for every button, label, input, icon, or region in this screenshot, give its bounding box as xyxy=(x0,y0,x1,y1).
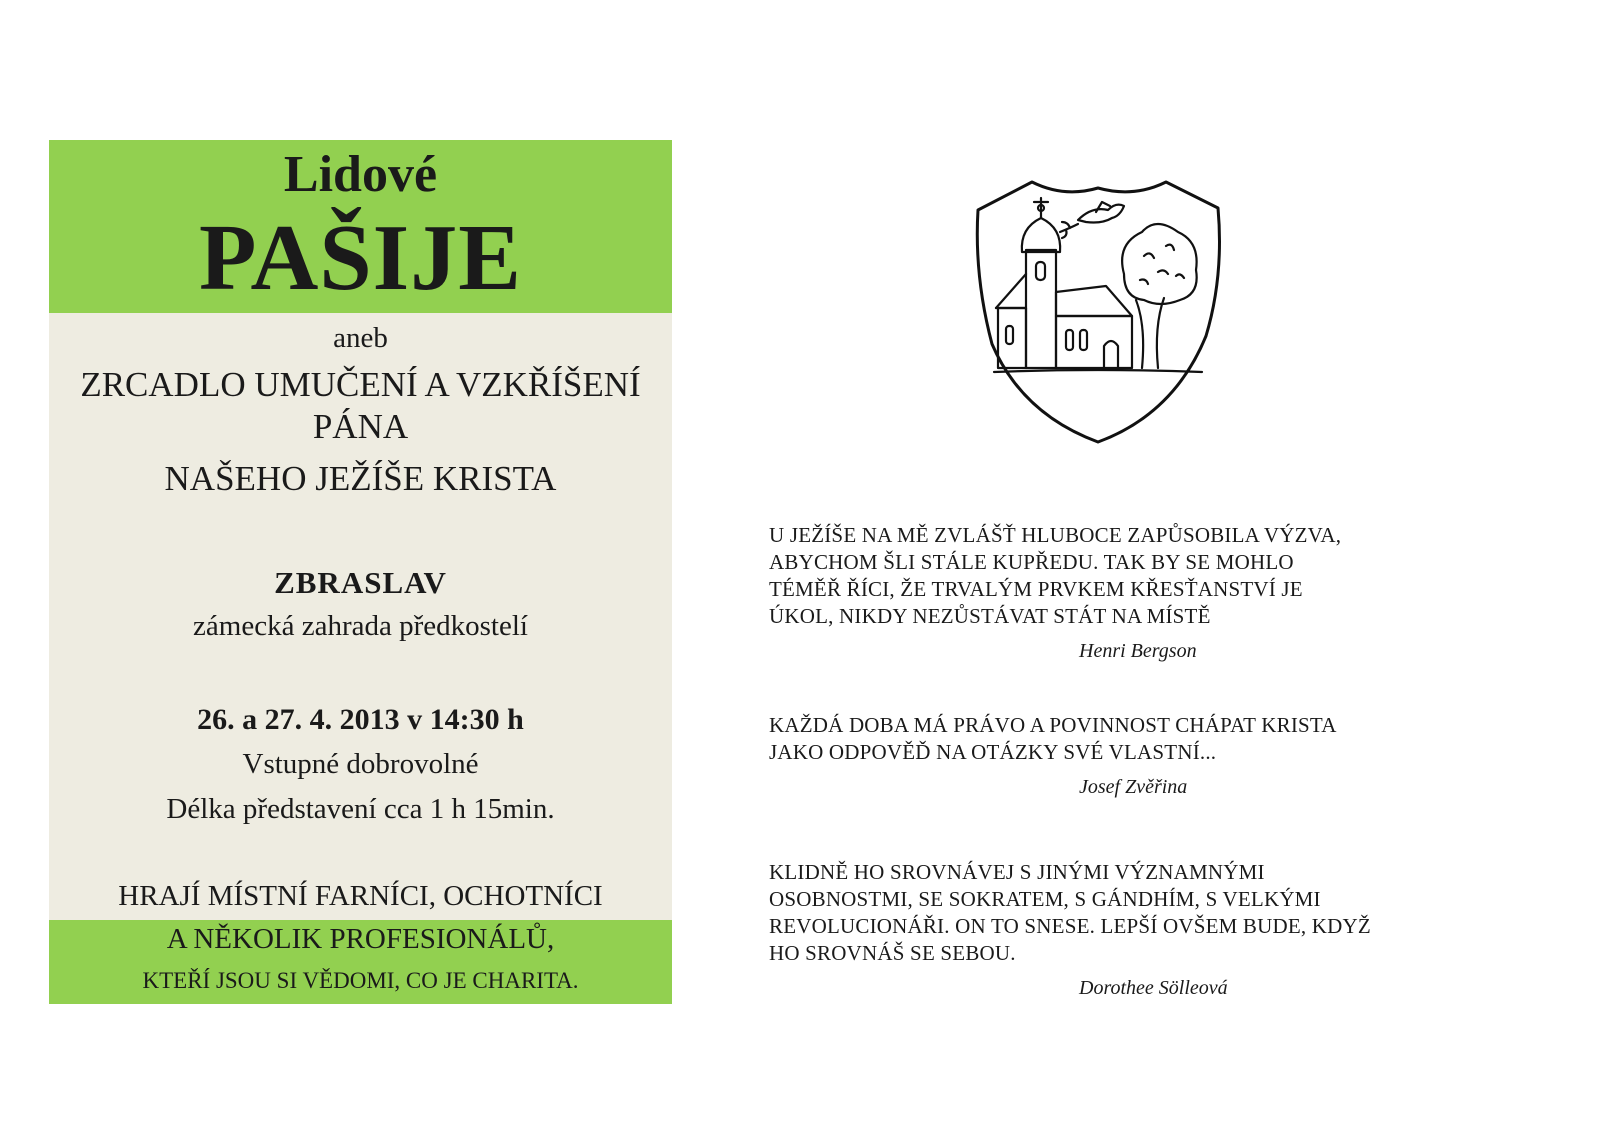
poster-title: PAŠIJE xyxy=(199,206,522,310)
quote-text: KAŽDÁ DOBA MÁ PRÁVO A POVINNOST CHÁPAT KRISTA JAKO ODPOVĚĎ NA OTÁZKY SVÉ VLASTNÍ... xyxy=(769,713,1337,764)
poster-connector: aneb xyxy=(333,322,388,354)
event-venue: zámecká zahrada předkostelí xyxy=(193,610,528,642)
quote-text: KLIDNĚ HO SROVNÁVEJ S JINÝMI VÝZNAMNÝMI OSOBNOSTMI, SE SOKRATEM, S GÁNDHÍM, S VELKÝMI REVOLUCIONÁŘI. ON TO SNESE. LEPŠÍ OVŠEM BUDE, KDYŽ HO SROVNÁŠ SE SEBOU. xyxy=(769,860,1371,965)
cast-line: KTEŘÍ JSOU SI VĚDOMI, CO JE CHARITA. xyxy=(142,968,579,993)
poster-subtitle-line: PÁNA xyxy=(312,407,409,446)
poster-subtitle-line: NAŠEHO JEŽÍŠE KRISTA xyxy=(164,459,557,498)
poster xyxy=(49,140,672,1004)
cast-line: HRAJÍ MÍSTNÍ FARNÍCI, OCHOTNÍCI xyxy=(118,880,603,912)
cast-line: A NĚKOLIK PROFESIONÁLŮ, xyxy=(166,923,555,955)
quote-author: Henri Bergson xyxy=(1079,640,1197,662)
quote-author: Dorothee Sölleová xyxy=(1079,977,1228,999)
event-duration: Délka představení cca 1 h 15min. xyxy=(166,793,555,825)
quote-text: U JEŽÍŠE NA MĚ ZVLÁŠŤ HLUBOCE ZAPŮSOBILA VÝZVA, ABYCHOM ŠLI STÁLE KUPŘEDU. TAK BY SE MOHLO TÉMĚŘ ŘÍCI, ŽE TRVALÝM PRVKEM KŘESŤANSTVÍ JE ÚKOL, NIKDY NEZŮSTÁVAT STÁT NA MÍSTĚ xyxy=(769,523,1342,628)
event-place: ZBRASLAV xyxy=(274,565,447,600)
church-coat-of-arms-icon xyxy=(974,176,1222,446)
poster-subtitle-line: ZRCADLO UMUČENÍ A VZKŘÍŠENÍ xyxy=(80,365,641,404)
quote xyxy=(769,712,1489,800)
event-entry: Vstupné dobrovolné xyxy=(242,748,479,780)
quote xyxy=(769,522,1489,664)
quote xyxy=(769,859,1489,1001)
poster-kicker: Lidové xyxy=(283,146,438,203)
quote-author: Josef Zvěřina xyxy=(1079,776,1188,798)
event-date: 26. a 27. 4. 2013 v 14:30 h xyxy=(197,703,524,736)
